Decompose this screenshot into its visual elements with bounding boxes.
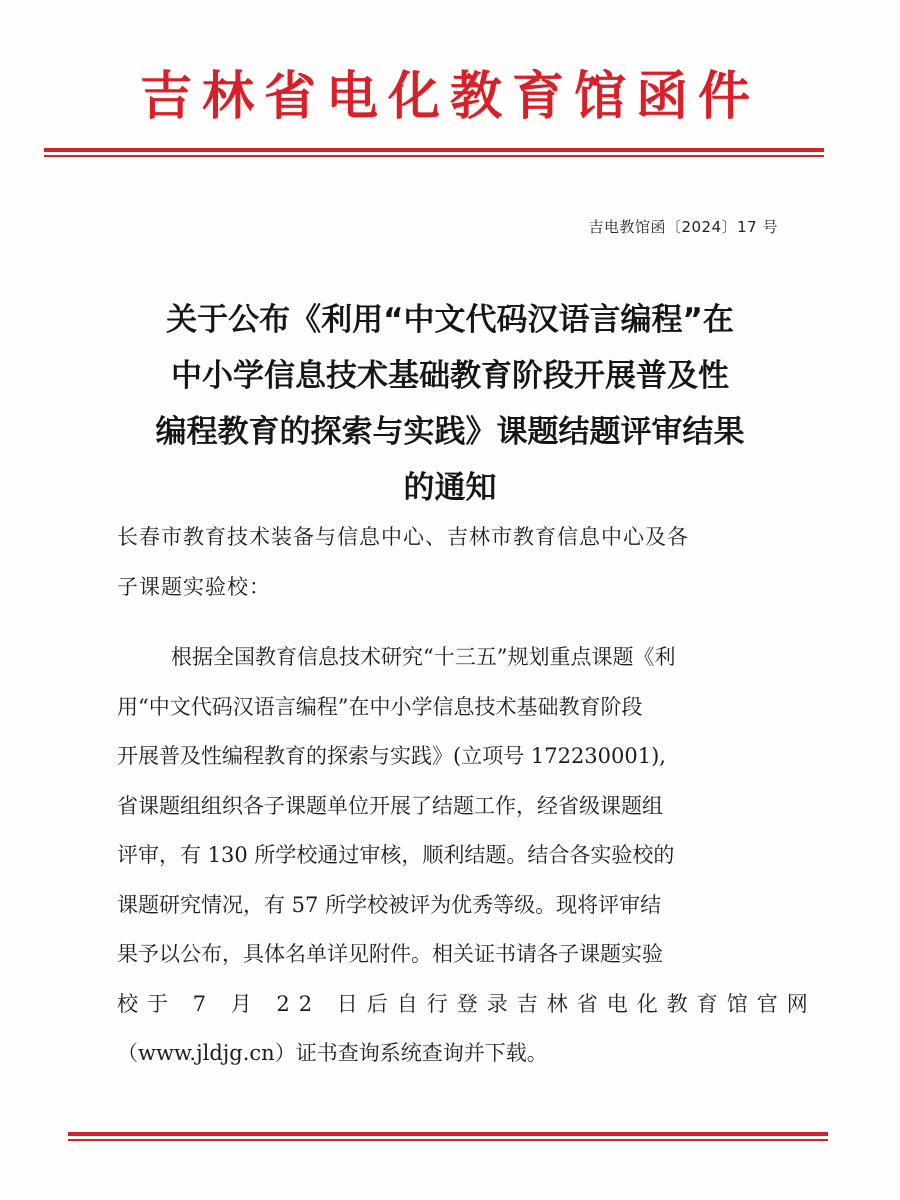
body-line: 用“中文代码汉语言编程”在中小学信息技术基础教育阶段	[117, 694, 643, 719]
title-line: 中小学信息技术基础教育阶段开展普及性	[171, 358, 729, 394]
body-line: 开展普及性编程教育的探索与实践》(立项号 172230001),	[117, 744, 666, 768]
red-rule-thick	[44, 148, 824, 152]
body-line: 评审，有 130 所学校通过审核，顺利结题。结合各实验校的	[117, 843, 675, 867]
body-paragraph	[117, 633, 817, 1079]
letterhead-title: 吉林省电化教育馆函件	[139, 66, 760, 127]
title-line: 编程教育的探索与实践》课题结题评审结果	[155, 414, 745, 450]
notice-title	[100, 292, 800, 516]
addressee	[117, 512, 797, 612]
body-line: 省课题组组织各子课题单位开展了结题工作，经省级课题组	[117, 793, 663, 818]
document-number: 吉电教馆函〔2024〕17 号	[588, 218, 778, 236]
footer-red-rule	[68, 1132, 828, 1141]
body-line: 根据全国教育信息技术研究“十三五”规划重点课题《利	[171, 645, 676, 669]
footer-rule-thin	[68, 1139, 828, 1141]
body-line: 校于 7 月 22 日后自行登录吉林省电化教育馆官网	[117, 991, 817, 1016]
addressee-line: 长春市教育技术装备与信息中心、吉林市教育信息中心及各	[117, 525, 689, 549]
body-line: （www.jldjg.cn）证书查询系统查询并下载。	[117, 1041, 548, 1065]
body-line: 果予以公布，具体名单详见附件。相关证书请各子课题实验	[117, 942, 663, 966]
footer-rule-thick	[68, 1132, 828, 1136]
red-rule-thin	[44, 155, 824, 157]
title-line: 的通知	[403, 470, 497, 506]
addressee-line: 子课题实验校：	[117, 575, 271, 599]
body-line: 课题研究情况，有 57 所学校被评为优秀等级。现将评审结	[117, 892, 662, 917]
title-line: 关于公布《利用“中文代码汉语言编程”在	[166, 302, 734, 338]
